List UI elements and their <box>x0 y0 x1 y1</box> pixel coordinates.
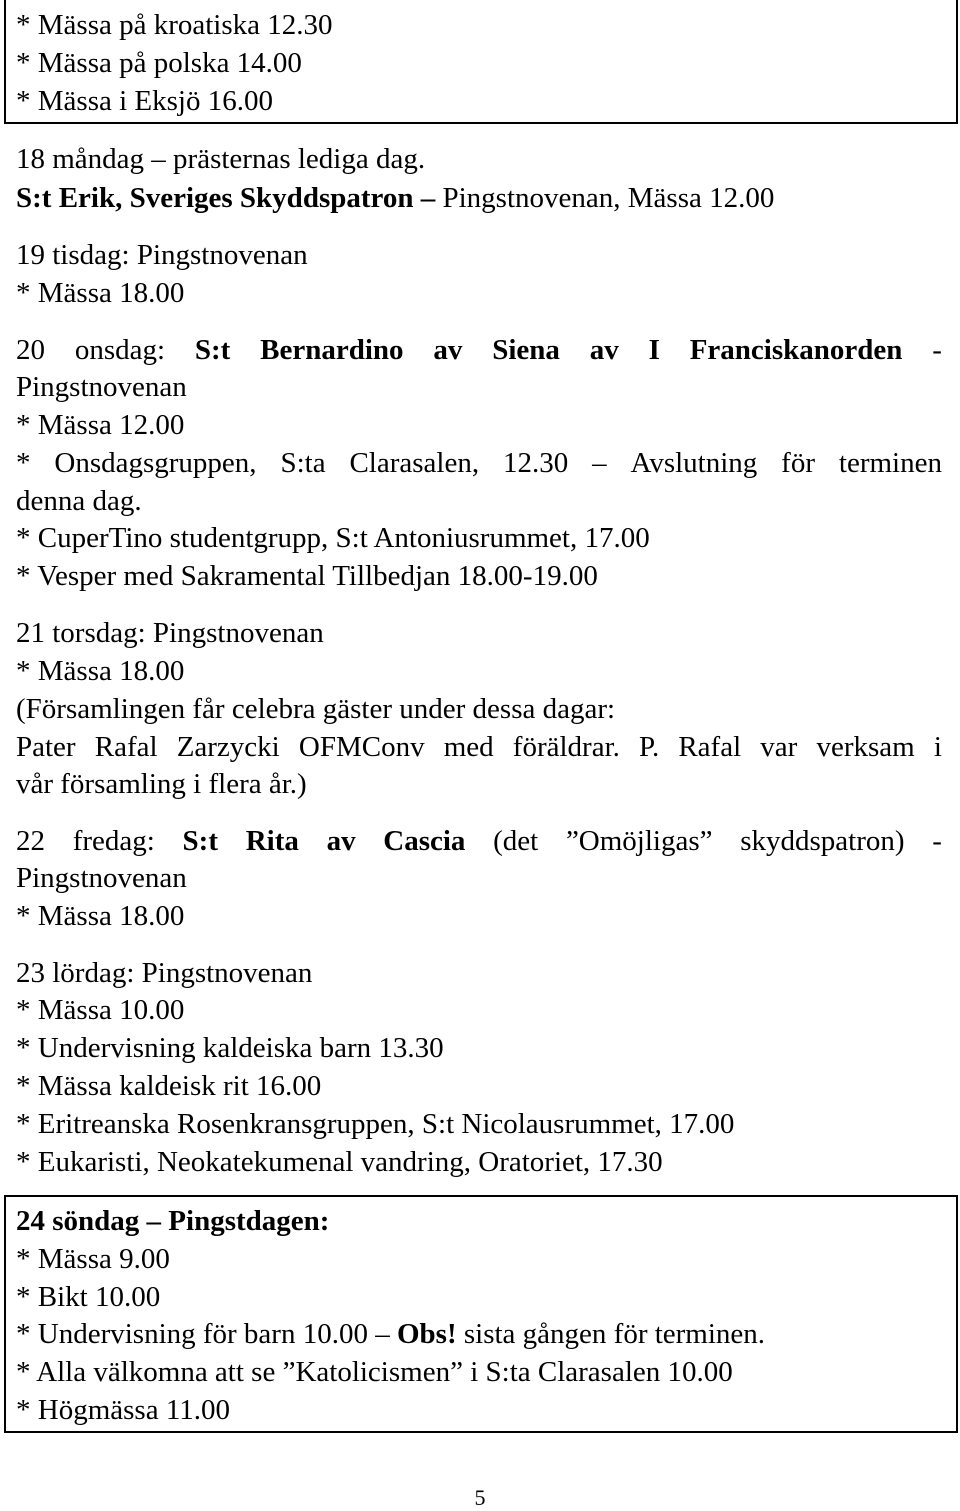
day20-heading: 20 onsdag: S:t Bernardino av Siena av I Franciskanorden - <box>16 334 942 366</box>
day23-chaldean-mass: * Mässa kaldeisk rit 16.00 <box>16 1070 322 1102</box>
day19-mass: * Mässa 18.00 <box>16 277 185 309</box>
page-number: 5 <box>474 1485 486 1510</box>
day20-novena: Pingstnovenan <box>16 371 187 403</box>
day22-mass: * Mässa 18.00 <box>16 900 185 932</box>
day20-cupertino: * CuperTino studentgrupp, S:t Antoniusrummet, 17.00 <box>16 522 650 554</box>
day24-confession: * Bikt 10.00 <box>16 1281 161 1313</box>
top-box-line-2: * Mässa på polska 14.00 <box>16 47 302 79</box>
day23-mass: * Mässa 10.00 <box>16 994 185 1026</box>
day21-guests-line3: vår församling i flera år.) <box>16 768 307 800</box>
day24-mass: * Mässa 9.00 <box>16 1243 170 1275</box>
day20-group-line: * Onsdagsgruppen, S:ta Clarasalen, 12.30 – Avslutning för terminen <box>16 447 942 479</box>
day24-katolicismen: * Alla välkomna att se ”Katolicismen” i S:ta Clarasalen 10.00 <box>16 1356 733 1388</box>
day24-heading-text: 24 söndag – Pingstdagen: <box>16 1205 330 1237</box>
day20-group-line-cont: denna dag. <box>16 485 142 517</box>
day18-feast-name: S:t Erik, Sveriges Skyddspatron – <box>16 182 436 214</box>
day23-eucharist: * Eukaristi, Neokatekumenal vandring, Oratoriet, 17.30 <box>16 1146 663 1178</box>
day24-heading <box>16 1203 329 1239</box>
day21-guests-line2: Pater Rafal Zarzycki OFMConv med föräldrar. P. Rafal var verksam i <box>16 731 942 763</box>
obs-label: Obs! <box>396 1318 457 1350</box>
day20-vesper: * Vesper med Sakramental Tillbedjan 18.00-19.00 <box>16 560 598 592</box>
day24-high-mass: * Högmässa 11.00 <box>16 1394 230 1426</box>
day21-guests: (Församlingen får celebra gäster under dessa dagar: <box>16 693 616 725</box>
day18-feast-rest: Pingstnovenan, Mässa 12.00 <box>435 182 775 214</box>
day18-heading: 18 måndag – prästernas lediga dag. <box>16 143 426 175</box>
day18-feast <box>16 180 774 216</box>
day23-rosary: * Eritreanska Rosenkransgruppen, S:t Nicolausrummet, 17.00 <box>16 1108 735 1140</box>
day23-teaching: * Undervisning kaldeiska barn 13.30 <box>16 1032 444 1064</box>
day22-novena: Pingstnovenan <box>16 862 187 894</box>
day23-heading: 23 lördag: Pingstnovenan <box>16 957 313 989</box>
day21-heading: 21 torsdag: Pingstnovenan <box>16 617 324 649</box>
day24-teaching: * Undervisning för barn 10.00 – Obs! sista gången för terminen. <box>16 1318 766 1350</box>
top-box-line-3: * Mässa i Eksjö 16.00 <box>16 85 273 117</box>
day20-mass: * Mässa 12.00 <box>16 409 185 441</box>
day19-heading: 19 tisdag: Pingstnovenan <box>16 239 308 271</box>
day21-mass: * Mässa 18.00 <box>16 655 185 687</box>
top-box-line-1: * Mässa på kroatiska 12.30 <box>16 9 333 41</box>
day22-heading: 22 fredag: S:t Rita av Cascia (det ”Omöjligas” skyddspatron) - <box>16 825 942 857</box>
